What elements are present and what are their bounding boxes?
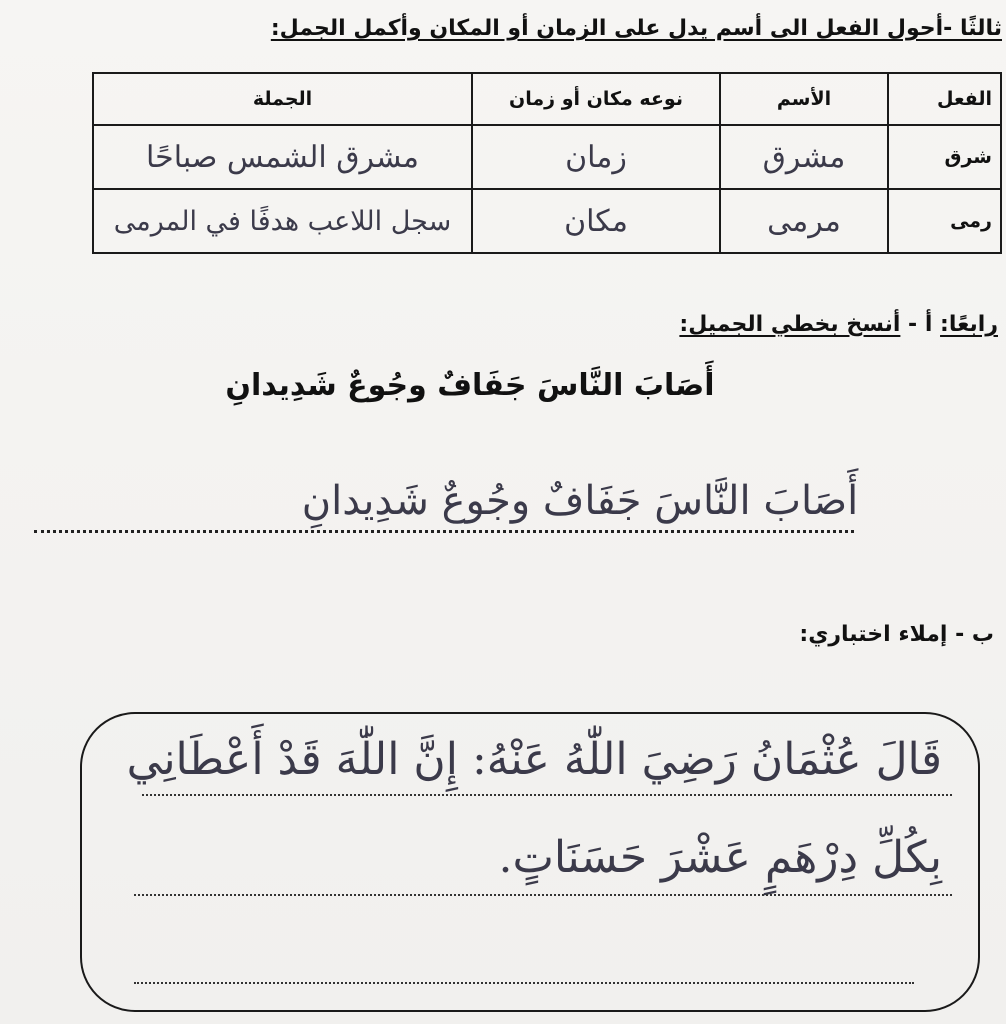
copy-dotted-line	[34, 530, 854, 533]
section4-title-task: أنسخ بخطي الجميل:	[679, 312, 901, 337]
section4-title-prefix: رابعًا:	[940, 312, 998, 337]
dictation-title: ب - إملاء اختباري:	[799, 622, 994, 647]
dictation-dotted-line-3	[134, 982, 914, 984]
row2-verb: رمى	[888, 189, 1001, 253]
row1-sentence: مشرق الشمس صباحًا	[93, 125, 472, 189]
dictation-line2-text: بِكُلِّ دِرْهَمٍ عَشْرَ حَسَنَاتٍ.	[498, 832, 942, 883]
table-row	[93, 189, 1001, 253]
student-copy-text: أَصَابَ النَّاسَ جَفَافٌ وجُوعٌ شَدِيدانِ	[301, 478, 859, 524]
row1-type: زمان	[472, 125, 720, 189]
section4-title-sep: أ -	[900, 312, 941, 337]
section3-title: ثالثًا -أحول الفعل الى أسم يدل على الزمان أو المكان وأكمل الجمل:	[270, 16, 1002, 41]
dictation-dotted-line-2	[134, 894, 952, 896]
row1-noun: مشرق	[720, 125, 888, 189]
verb-noun-table	[92, 72, 1002, 254]
row2-type: مكان	[472, 189, 720, 253]
row2-sentence: سجل اللاعب هدفًا في المرمى	[93, 189, 472, 253]
model-sentence: أَصَابَ النَّاسَ جَفَافٌ وجُوعٌ شَدِيدانِ	[225, 368, 715, 403]
table-row	[93, 125, 1001, 189]
dictation-box	[80, 712, 980, 1012]
section4-title	[679, 312, 998, 337]
dictation-line1-text: قَالَ عُثْمَانُ رَضِيَ اللّٰهُ عَنْهُ: إِنَّ اللّٰهَ قَدْ أَعْطَانِي	[126, 734, 942, 785]
header-noun: الأسم	[720, 73, 888, 125]
header-sentence: الجملة	[93, 73, 472, 125]
header-verb: الفعل	[888, 73, 1001, 125]
table-header-row	[93, 73, 1001, 125]
dictation-dotted-line-1	[142, 794, 952, 796]
header-type: نوعه مكان أو زمان	[472, 73, 720, 125]
row1-verb: شرق	[888, 125, 1001, 189]
row2-noun: مرمى	[720, 189, 888, 253]
